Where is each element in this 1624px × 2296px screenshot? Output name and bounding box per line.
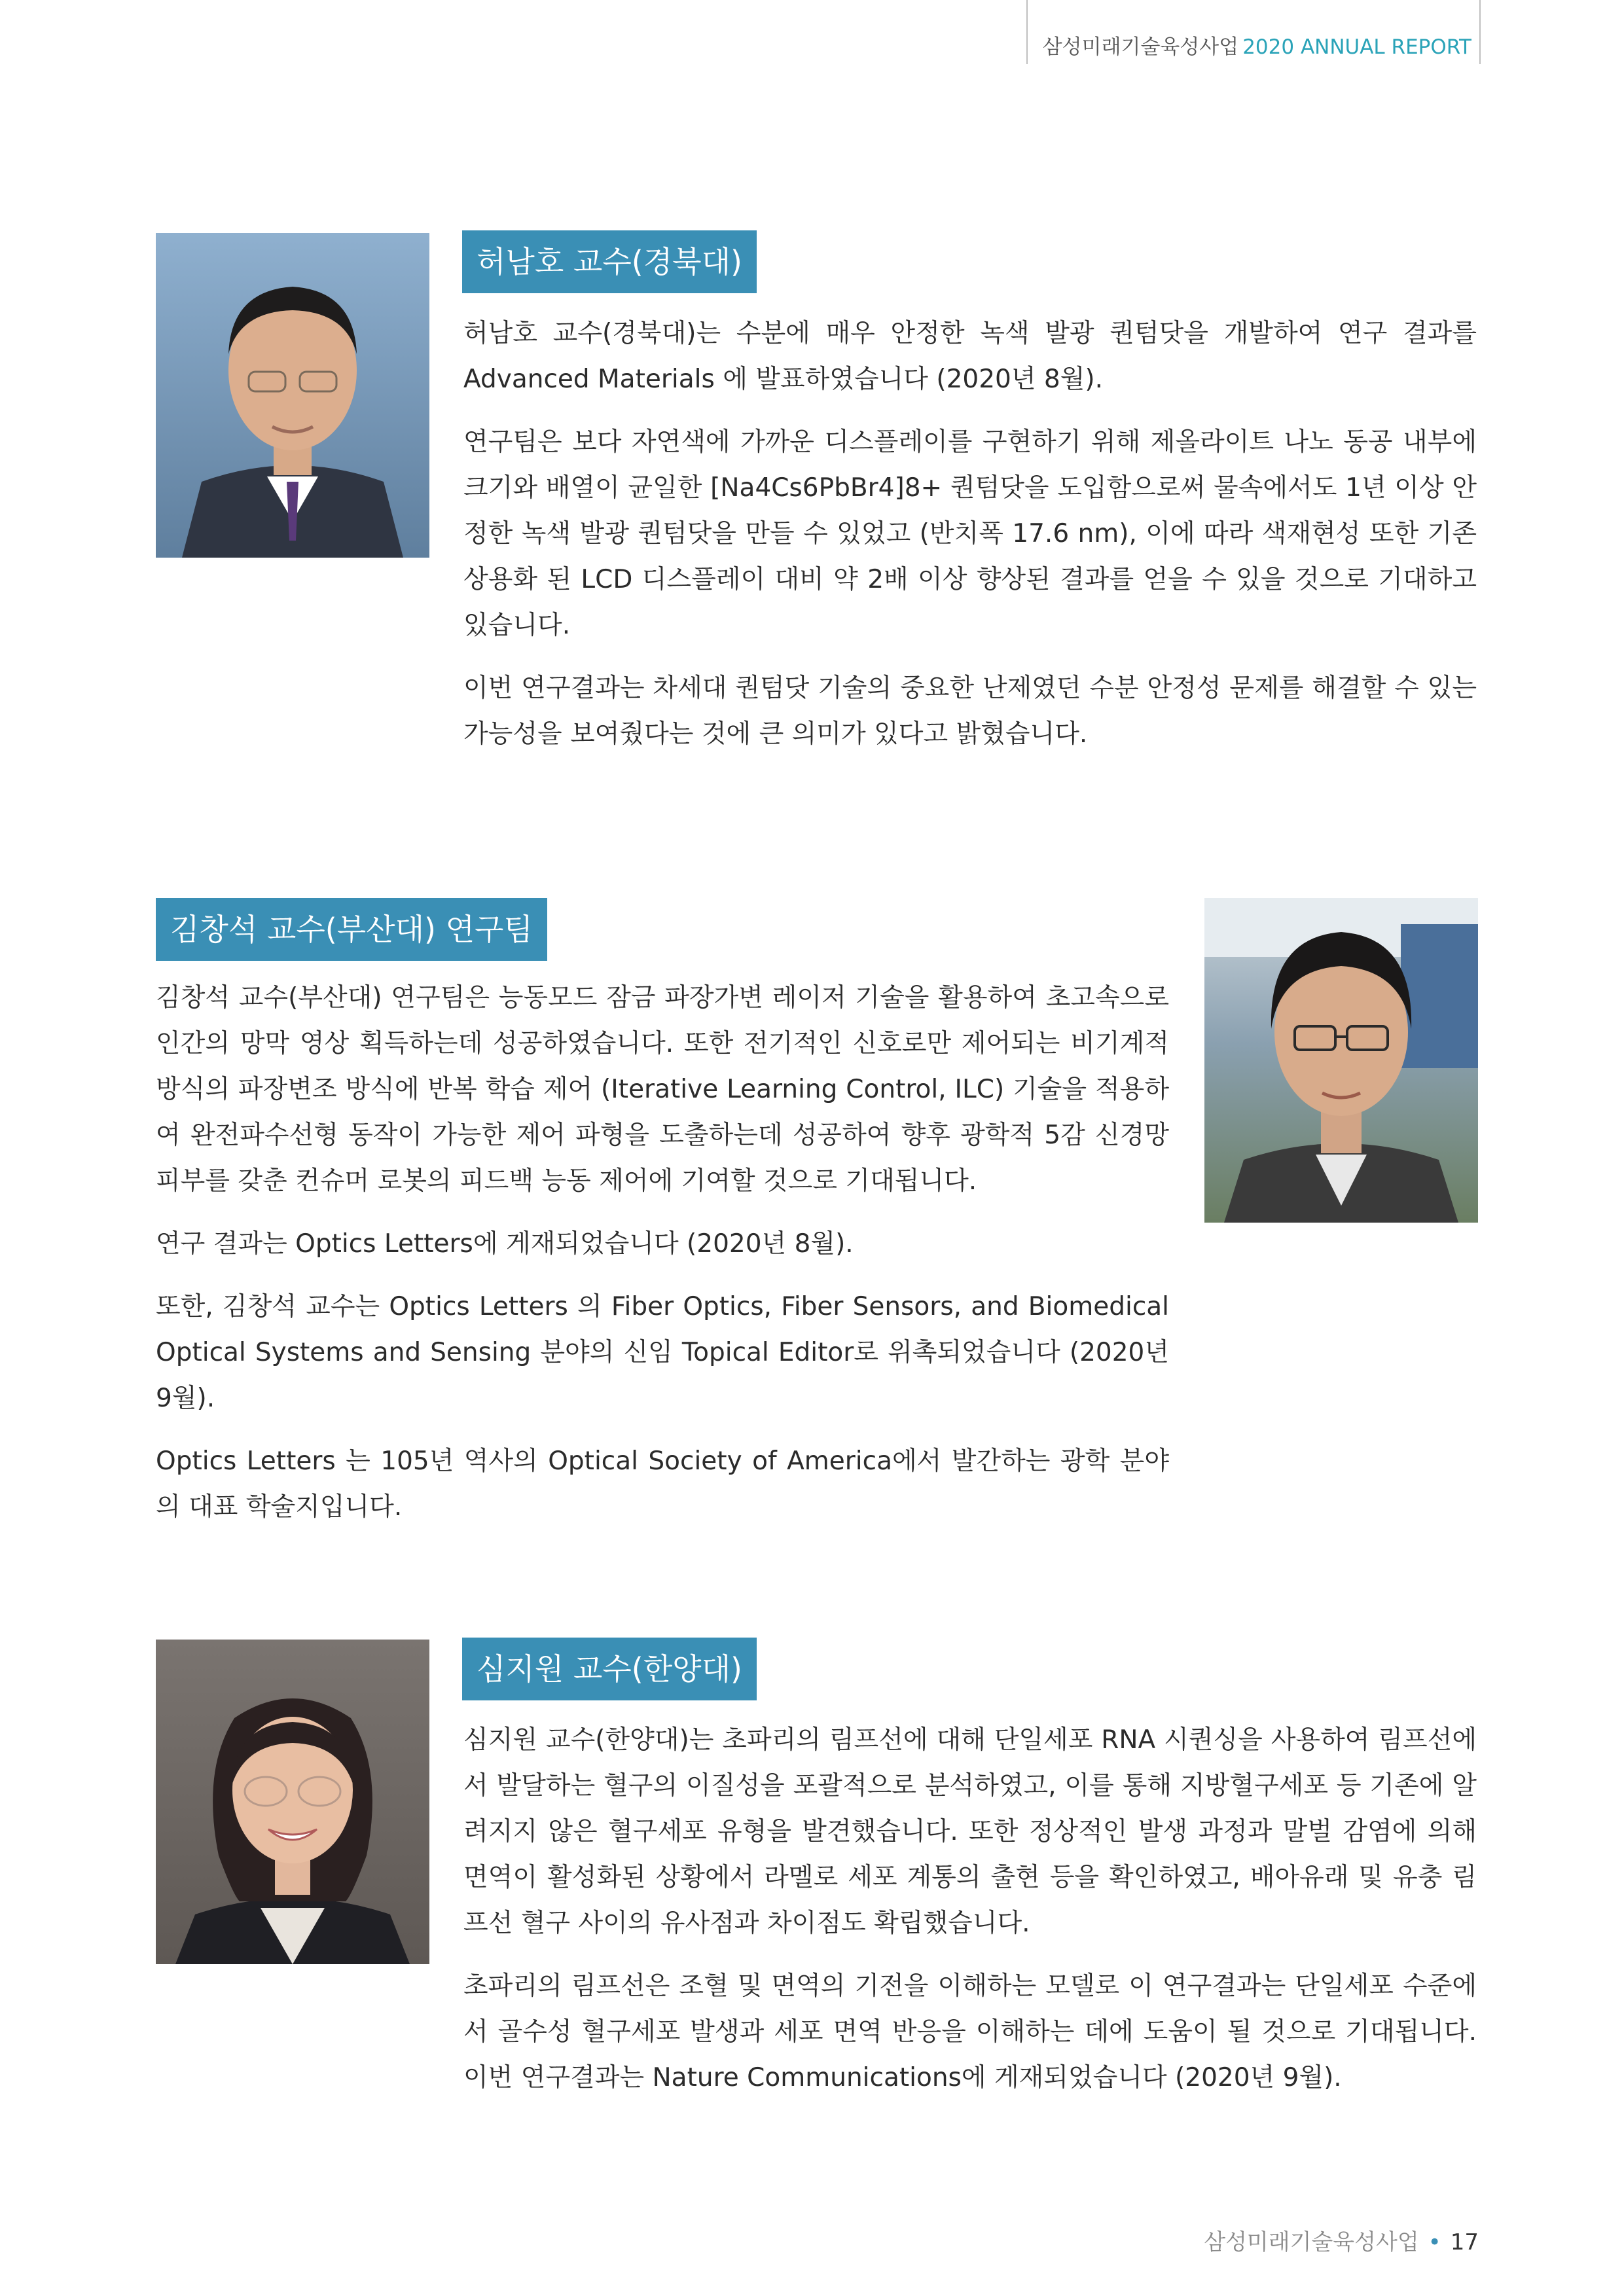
- section-body-kim: [156, 975, 1169, 1547]
- header-program: 삼성미래기술육성사업: [1042, 35, 1239, 59]
- section-title-shim: 심지원 교수(한양대): [462, 1638, 757, 1700]
- paragraph: 김창석 교수(부산대) 연구팀은 능동모드 잠금 파장가변 레이저 기술을 활용하여 초고속으로 인간의 망막 영상 획득하는데 성공하였습니다. 또한 전기적인 신호로만 제어되는 비기계적 방식의 파장변조 방식에 반복 학습 제어 (Iterative Learning Control, ILC) 기술을 적용하여 완전파수선형 동작이 가능한 제어 파형을 도출하는데 성공하여 향후 광학적 5감 신경망 피부를 갖춘 컨슈머 로봇의 피드백 능동 제어에 기여할 것으로 기대됩니다.: [156, 983, 1169, 1196]
- paragraph: Optics Letters 는 105년 역사의 Optical Society of America에서 발간하는 광학 분야의 대표 학술지입니다.: [156, 1446, 1169, 1522]
- footer-bullet: •: [1428, 2229, 1441, 2255]
- page-footer: [1204, 2224, 1479, 2256]
- paragraph: 연구팀은 보다 자연색에 가까운 디스플레이를 구현하기 위해 제올라이트 나노 동공 내부에 크기와 배열이 균일한 [Na4Cs6PbBr4]8+ 퀀텀닷을 도입함으로써 물속에서도 1년 이상 안정한 녹색 발광 퀀텀닷을 만들 수 있었고 (반치폭 17.6 nm), 이에 따라 색재현성 또한 기존 상용화 된 LCD 디스플레이 대비 약 2배 이상 향상된 결과를 얻을 수 있을 것으로 기대하고 있습니다.: [463, 427, 1477, 640]
- photo-professor-kim: [1204, 898, 1478, 1223]
- header-report-title: 2020 ANNUAL REPORT: [1242, 35, 1471, 59]
- header-text: [1043, 30, 1471, 60]
- header-bar: [1026, 0, 1481, 64]
- footer-program: 삼성미래기술육성사업: [1204, 2229, 1419, 2255]
- paragraph: 초파리의 림프선은 조혈 및 면역의 기전을 이해하는 모델로 이 연구결과는 단일세포 수준에서 골수성 혈구세포 발생과 세포 면역 반응을 이해하는 데에 도움이 될 것으로 기대됩니다. 이번 연구결과는 Nature Communications에 게재되었습니다 (2020년 9월).: [463, 1971, 1477, 2092]
- paragraph: 심지원 교수(한양대)는 초파리의 림프선에 대해 단일세포 RNA 시퀀싱을 사용하여 림프선에서 발달하는 혈구의 이질성을 포괄적으로 분석하였고, 이를 통해 지방혈구세포 등 기존에 알려지지 않은 혈구세포 유형을 발견했습니다. 또한 정상적인 발생 과정과 말벌 감염에 의해 면역이 활성화된 상황에서 라멜로 세포 계통의 출현 등을 확인하였고, 배아유래 및 유충 림프선 혈구 사이의 유사점과 차이점도 확립했습니다.: [463, 1725, 1477, 1938]
- photo-professor-heo: [156, 233, 429, 558]
- paragraph: 이번 연구결과는 차세대 퀀텀닷 기술의 중요한 난제였던 수분 안정성 문제를 해결할 수 있는 가능성을 보여줬다는 것에 큰 의미가 있다고 밝혔습니다.: [463, 673, 1477, 749]
- page-number: 17: [1450, 2229, 1479, 2255]
- paragraph: 연구 결과는 Optics Letters에 게재되었습니다 (2020년 8월).: [156, 1229, 854, 1259]
- section-body-shim: [463, 1717, 1477, 2118]
- section-title-heo: 허남호 교수(경북대): [462, 230, 757, 293]
- section-body-heo: [463, 311, 1477, 774]
- section-title-kim: 김창석 교수(부산대) 연구팀: [156, 898, 547, 961]
- paragraph: 허남호 교수(경북대)는 수분에 매우 안정한 녹색 발광 퀀텀닷을 개발하여 연구 결과를 Advanced Materials 에 발표하였습니다 (2020년 8월).: [463, 319, 1477, 394]
- paragraph: 또한, 김창석 교수는 Optics Letters 의 Fiber Optics, Fiber Sensors, and Biomedical Optical Systems and Sensing 분야의 신임 Topical Editor로 위촉되었습니다 (2020년 9월).: [156, 1292, 1169, 1413]
- photo-professor-shim: [156, 1640, 429, 1964]
